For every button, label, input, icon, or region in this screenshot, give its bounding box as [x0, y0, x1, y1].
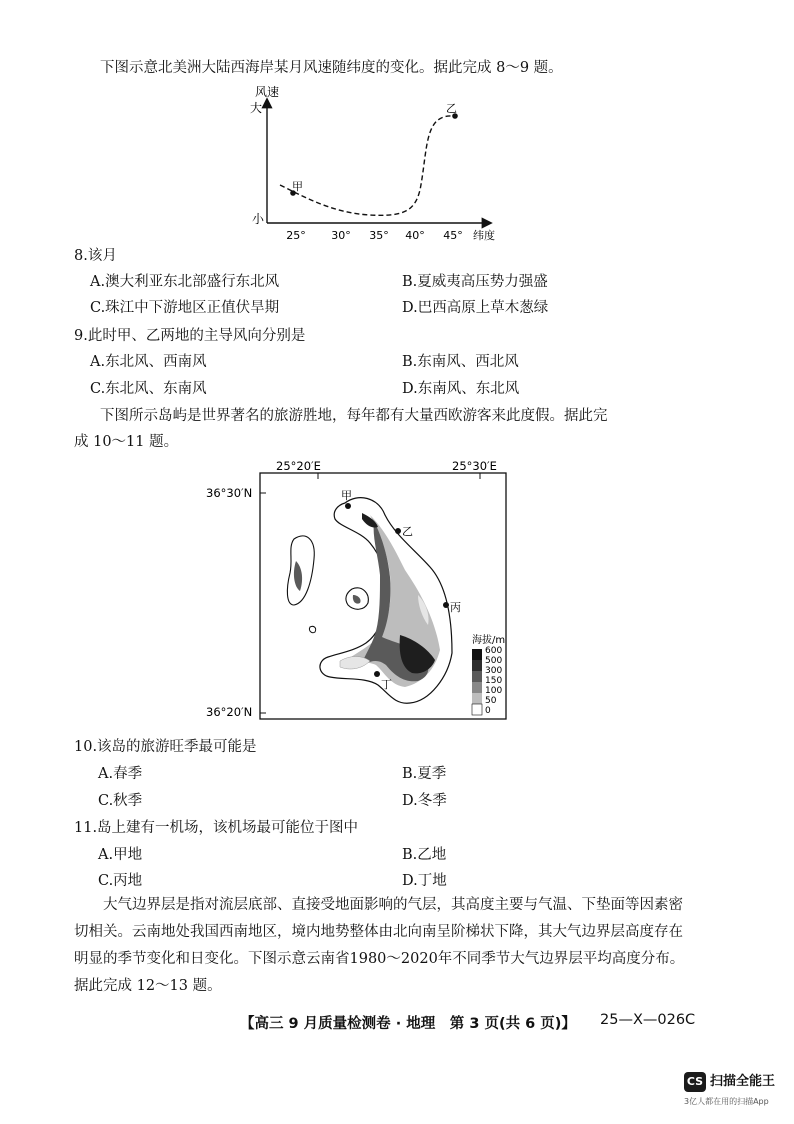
place-jia-marker — [345, 503, 351, 509]
legend-value: 0 — [485, 706, 491, 716]
question-8-option-a: A.澳大利亚东北部盛行东北风 — [90, 274, 280, 290]
question-8-stem: 8.该月 — [74, 248, 117, 264]
question-8-option-c: C.珠江中下游地区正值伏旱期 — [90, 300, 280, 316]
question-9-option-b: B.东南风、西北风 — [402, 354, 519, 370]
paper-code: 25—X—026C — [600, 1012, 696, 1028]
intro-text-10-11-line1: 下图所示岛屿是世界著名的旅游胜地，每年都有大量西欧游客来此度假。据此完 — [100, 408, 608, 424]
question-10-stem: 10.该岛的旅游旺季最可能是 — [74, 739, 257, 755]
wind-speed-curve — [280, 116, 455, 215]
x-axis-title: 纬度 — [473, 229, 495, 242]
map-lon-right: 25°30′E — [452, 459, 497, 473]
question-11-option-b: B.乙地 — [402, 847, 447, 863]
scanner-tagline: 3亿人都在用的扫描App — [684, 1097, 769, 1106]
question-8-option-b: B.夏威夷高压势力强盛 — [402, 274, 548, 290]
place-yi-marker — [395, 528, 401, 534]
x-tick-label: 45° — [443, 229, 463, 242]
legend-value: 50 — [485, 696, 497, 706]
question-8-option-d: D.巴西高原上草木葱绿 — [402, 300, 549, 316]
place-yi-label: 乙 — [402, 525, 413, 538]
small-islet — [309, 626, 315, 632]
place-bing-marker — [443, 602, 449, 608]
legend-title: 海拔/m — [472, 635, 506, 646]
legend-value: 100 — [485, 686, 503, 696]
question-10-option-a: A.春季 — [98, 766, 143, 782]
island-map — [190, 455, 530, 725]
x-ticks — [286, 229, 463, 242]
question-11-option-d: D.丁地 — [402, 873, 447, 889]
question-11-option-a: A.甲地 — [98, 847, 143, 863]
question-9-option-a: A.东北风、西南风 — [90, 354, 207, 370]
legend-value: 600 — [485, 646, 503, 656]
question-11-stem: 11.岛上建有一机场，该机场最可能位于图中 — [74, 820, 359, 836]
x-tick-label: 40° — [405, 229, 425, 242]
y-axis-high: 大 — [250, 101, 263, 115]
scanner-logo-icon: CS — [684, 1072, 706, 1092]
question-11-option-c: C.丙地 — [98, 873, 143, 889]
intro-text-8-9: 下图示意北美洲大陆西海岸某月风速随纬度的变化。据此完成 8～9 题。 — [100, 60, 563, 76]
place-jia-label: 甲 — [341, 489, 352, 502]
question-10-option-b: B.夏季 — [402, 766, 447, 782]
scanner-brand: 扫描全能王 — [710, 1074, 776, 1089]
question-9-option-c: C.东北风、东南风 — [90, 381, 207, 397]
question-9-option-d: D.东南风、东北风 — [402, 381, 520, 397]
wind-speed-chart — [240, 80, 510, 245]
place-ding-label: 丁 — [381, 678, 392, 691]
legend-value: 300 — [485, 666, 503, 676]
x-tick-label: 25° — [286, 229, 306, 242]
map-lon-left: 25°20′E — [276, 459, 321, 473]
map-lat-bottom: 36°20′N — [206, 705, 253, 719]
place-bing-label: 丙 — [450, 601, 461, 614]
place-ding-marker — [374, 671, 380, 677]
y-axis-title: 风速 — [255, 85, 280, 99]
x-tick-label: 35° — [369, 229, 389, 242]
page-footer: 【高三 9 月质量检测卷 · 地理 第 3 页(共 6 页)】 — [240, 1016, 576, 1032]
intro-text-10-11-line2: 成 10～11 题。 — [74, 434, 179, 450]
question-10-option-c: C.秋季 — [98, 793, 143, 809]
question-9-stem: 9.此时甲、乙两地的主导风向分别是 — [74, 328, 306, 344]
intro-text-12-13: 大气边界层是指对流层底部、直接受地面影响的气层，其高度主要与气温、下垫面等因素密切相关。云南地处我国西南地区，境内地势整体由北向南呈阶梯状下降，其大气边界层高度存在明显的季节变化和日变化。下图示意云南省1980～2020年不同季节大气边界层平均高度分布。据此完成 12～13 题。 — [74, 897, 685, 994]
legend-value: 500 — [485, 656, 503, 666]
map-lat-top: 36°30′N — [206, 486, 253, 500]
y-axis-low: 小 — [252, 212, 265, 226]
point-yi-label: 乙 — [446, 102, 457, 115]
legend-value: 150 — [485, 676, 503, 686]
x-tick-label: 30° — [331, 229, 351, 242]
point-jia-label: 甲 — [292, 180, 303, 193]
question-10-option-d: D.冬季 — [402, 793, 447, 809]
